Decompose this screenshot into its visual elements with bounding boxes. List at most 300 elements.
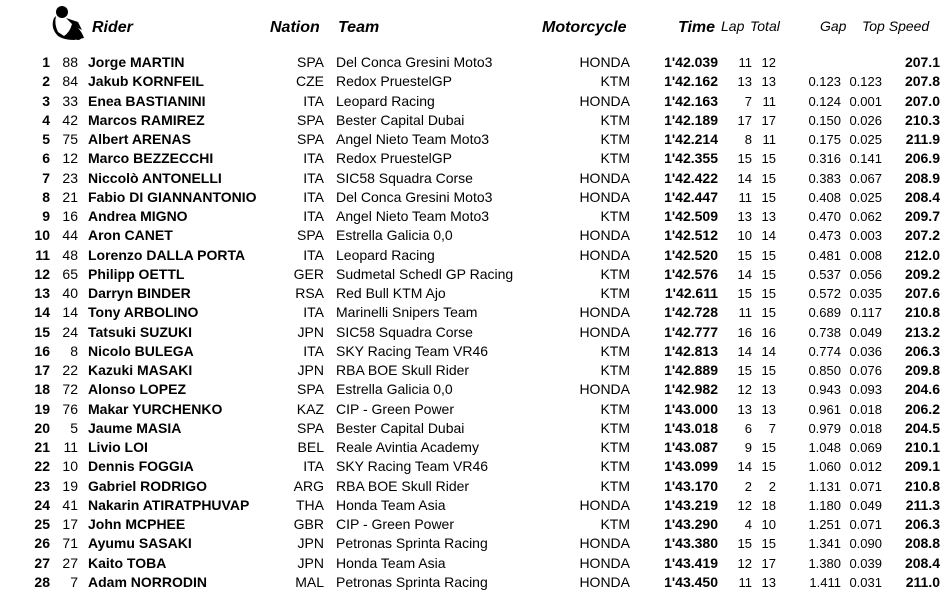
lap-time-cell: 1'42.163: [664, 92, 718, 109]
top-speed-cell: 207.6: [904, 285, 940, 301]
rider-number-cell: 16: [62, 208, 78, 224]
table-row: [0, 92, 950, 111]
table-header: [0, 0, 950, 44]
position-cell: 17: [34, 362, 50, 378]
rider-number-cell: 42: [62, 111, 78, 128]
rider-name-cell: Gabriel RODRIGO: [88, 477, 208, 494]
gap-previous-cell: 0.071: [849, 517, 882, 532]
top-speed-cell: 209.7: [904, 208, 940, 224]
top-speed-cell: 207.1: [904, 54, 940, 70]
nation-cell: MAL: [295, 573, 324, 590]
nation-cell: SPA: [297, 54, 324, 70]
team-column-header: Team: [338, 19, 380, 36]
top-speed-cell: 213.2: [904, 323, 940, 340]
gap-cell: 0.473: [808, 228, 841, 244]
lap-time-cell: 1'42.355: [664, 150, 718, 167]
total-laps-cell: 13: [761, 401, 776, 417]
lap-time-cell: 1'42.982: [664, 381, 718, 398]
total-laps-cell: 13: [761, 574, 776, 590]
motorcycle-cell: KTM: [600, 477, 630, 494]
table-row: [0, 323, 950, 342]
top-speed-cell: 210.1: [904, 439, 940, 455]
nation-cell: ITA: [303, 169, 324, 186]
gap-previous-cell: 0.117: [850, 305, 882, 321]
lap-time-cell: 1'42.509: [664, 208, 718, 224]
lap-time-cell: 1'42.611: [664, 285, 718, 301]
position-cell: 8: [42, 188, 50, 205]
top-speed-cell: 207.0: [904, 92, 940, 109]
top-speed-cell: 210.8: [904, 477, 940, 494]
time-column-header: Time: [678, 19, 716, 36]
motorcycle-cell: KTM: [600, 400, 630, 417]
gap-cell: 1.131: [808, 478, 841, 494]
best-lap-cell: 14: [737, 266, 752, 282]
team-cell: Estrella Galicia 0,0: [336, 227, 453, 244]
team-cell: Del Conca Gresini Moto3: [336, 188, 493, 205]
rider-name-cell: Tatsuki SUZUKI: [88, 323, 192, 340]
position-cell: 21: [34, 439, 50, 455]
nation-cell: ITA: [303, 246, 324, 263]
team-cell: Leopard Racing: [336, 92, 435, 109]
best-lap-cell: 15: [737, 363, 752, 378]
gap-cell: 0.150: [808, 112, 841, 128]
top-speed-cell: 211.0: [905, 573, 940, 590]
total-laps-cell: 18: [761, 497, 776, 513]
motorcycle-cell: KTM: [600, 439, 630, 455]
total-laps-cell: 15: [761, 459, 776, 475]
gap-cell: 0.124: [808, 93, 841, 109]
lap-time-cell: 1'42.576: [664, 265, 718, 282]
lap-time-cell: 1'43.170: [664, 477, 718, 494]
total-laps-cell: 14: [761, 343, 776, 359]
total-laps-cell: 13: [761, 209, 776, 224]
total-laps-cell: 17: [761, 555, 776, 571]
motorcycle-cell: HONDA: [579, 554, 630, 571]
gap-column-header: Gap: [820, 18, 847, 34]
table-row: [0, 130, 950, 149]
total-laps-cell: 15: [761, 189, 776, 205]
team-cell: CIP - Green Power: [336, 516, 455, 532]
total-laps-cell: 15: [761, 440, 776, 455]
table-row: [0, 573, 950, 592]
rider-name-cell: Alonso LOPEZ: [88, 381, 186, 398]
best-lap-cell: 4: [744, 517, 752, 532]
rider-name-cell: Marco BEZZECCHI: [88, 150, 214, 167]
gap-previous-cell: 0.035: [849, 286, 882, 301]
top-speed-cell: 206.3: [904, 342, 940, 359]
top-speed-cell: 212.0: [904, 246, 940, 263]
position-cell: 10: [34, 227, 50, 244]
gap-previous-cell: 0.018: [849, 420, 882, 436]
gap-previous-cell: 0.008: [849, 247, 882, 263]
nation-cell: ITA: [303, 304, 324, 321]
gap-previous-cell: 0.012: [849, 459, 882, 475]
gap-previous-cell: 0.141: [849, 151, 882, 167]
team-cell: Del Conca Gresini Moto3: [336, 54, 493, 70]
lap-time-cell: 1'43.419: [664, 554, 718, 571]
total-laps-cell: 11: [762, 132, 776, 147]
motorcycle-cell: KTM: [600, 362, 630, 378]
rider-number-cell: 44: [62, 227, 78, 244]
table-row: [0, 477, 950, 496]
motorcycle-cell: KTM: [600, 208, 630, 224]
top-speed-cell: 208.8: [904, 535, 940, 552]
motorcycle-cell: HONDA: [579, 573, 630, 590]
nation-cell: ITA: [303, 92, 324, 109]
gap-previous-cell: 0.076: [849, 363, 882, 378]
total-laps-cell: 15: [761, 536, 776, 552]
gap-cell: 0.572: [808, 286, 841, 301]
team-cell: SKY Racing Team VR46: [336, 458, 489, 475]
top-speed-cell: 206.2: [904, 400, 940, 417]
rider-number-cell: 76: [62, 400, 78, 417]
position-cell: 12: [34, 265, 50, 282]
total-laps-cell: 15: [761, 247, 776, 263]
motorcycle-cell: KTM: [600, 73, 630, 90]
table-row: [0, 169, 950, 188]
team-cell: Bester Capital Dubai: [336, 111, 465, 128]
rider-number-cell: 14: [62, 304, 78, 321]
gap-previous-cell: 0.003: [849, 228, 882, 244]
team-cell: SIC58 Squadra Corse: [336, 169, 473, 186]
motorcycle-cell: KTM: [600, 285, 630, 301]
best-lap-cell: 10: [737, 228, 752, 244]
gap-cell: 1.048: [808, 440, 841, 455]
position-cell: 20: [34, 419, 50, 436]
best-lap-cell: 11: [738, 55, 752, 70]
position-cell: 24: [34, 496, 50, 513]
gap-previous-cell: 0.090: [849, 536, 882, 552]
motorcycle-cell: HONDA: [579, 169, 630, 186]
position-cell: 23: [34, 477, 50, 494]
top-speed-cell: 208.9: [904, 169, 940, 186]
gap-cell: 0.481: [808, 247, 841, 263]
gap-cell: 0.943: [808, 382, 841, 398]
best-lap-cell: 11: [738, 189, 752, 205]
team-cell: Bester Capital Dubai: [336, 419, 465, 436]
rider-number-cell: 22: [62, 362, 78, 378]
best-lap-cell: 15: [737, 286, 752, 301]
motorcycle-cell: HONDA: [579, 227, 630, 244]
rider-name-cell: Philipp OETTL: [88, 265, 185, 282]
rider-number-cell: 7: [70, 573, 78, 590]
top-speed-cell: 207.8: [904, 73, 940, 90]
nation-cell: ITA: [303, 208, 324, 224]
rider-name-cell: Ayumu SASAKI: [88, 535, 192, 552]
total-laps-cell: 13: [761, 382, 776, 398]
position-cell: 25: [34, 516, 50, 532]
table-row: [0, 342, 950, 361]
rider-name-cell: Livio LOI: [88, 439, 148, 455]
lap-time-cell: 1'43.000: [664, 400, 718, 417]
gap-previous-cell: 0.039: [849, 555, 882, 571]
best-lap-cell: 11: [738, 305, 752, 321]
table-row: [0, 207, 950, 226]
gap-cell: 0.175: [808, 132, 841, 147]
nation-cell: SPA: [297, 419, 324, 436]
gap-previous-cell: 0.123: [849, 74, 882, 90]
nation-cell: ITA: [303, 342, 324, 359]
position-cell: 2: [42, 73, 50, 90]
nation-cell: ITA: [303, 458, 324, 475]
position-cell: 16: [34, 342, 50, 359]
rider-name-cell: Kazuki MASAKI: [88, 362, 193, 378]
lap-time-cell: 1'42.512: [664, 227, 718, 244]
lap-time-cell: 1'43.099: [664, 458, 718, 475]
rider-number-cell: 5: [70, 419, 78, 436]
team-cell: Reale Avintia Academy: [336, 439, 479, 455]
gap-cell: 1.180: [808, 497, 841, 513]
team-cell: RBA BOE Skull Rider: [336, 362, 470, 378]
gap-previous-cell: 0.026: [849, 112, 882, 128]
gap-previous-cell: 0.069: [849, 440, 882, 455]
gap-cell: 0.408: [808, 189, 841, 205]
position-cell: 14: [34, 304, 50, 321]
nation-cell: GER: [293, 265, 324, 282]
lap-time-cell: 1'42.189: [664, 111, 718, 128]
gap-cell: 0.123: [808, 74, 841, 90]
gap-cell: 0.774: [808, 343, 841, 359]
motorcycle-rider-icon: [48, 2, 88, 42]
team-cell: SIC58 Squadra Corse: [336, 323, 473, 340]
nation-cell: SPA: [297, 111, 324, 128]
nation-cell: ITA: [303, 150, 324, 167]
top-speed-cell: 211.9: [905, 131, 940, 147]
top-speed-cell: 207.2: [904, 227, 940, 244]
gap-previous-cell: 0.031: [849, 574, 882, 590]
nation-cell: ARG: [293, 477, 324, 494]
rider-name-cell: Lorenzo DALLA PORTA: [88, 246, 246, 263]
top-speed-cell: 208.4: [904, 188, 940, 205]
table-row: [0, 265, 950, 284]
table-row: [0, 226, 950, 245]
motorcycle-cell: KTM: [600, 516, 630, 532]
motorcycle-cell: KTM: [600, 111, 630, 128]
best-lap-cell: 12: [737, 382, 752, 398]
gap-previous-cell: 0.049: [849, 497, 882, 513]
top-speed-cell: 206.9: [904, 150, 940, 167]
motorcycle-cell: HONDA: [579, 535, 630, 552]
gap-cell: 1.380: [808, 555, 841, 571]
rider-number-cell: 12: [62, 150, 78, 167]
position-cell: 19: [34, 400, 50, 417]
rider-number-cell: 33: [62, 92, 78, 109]
top-speed-cell: 209.8: [904, 362, 940, 378]
rider-name-cell: Tony ARBOLINO: [88, 304, 199, 321]
lap-time-cell: 1'42.162: [664, 73, 718, 90]
rider-name-cell: Makar YURCHENKO: [88, 400, 223, 417]
best-lap-cell: 14: [737, 343, 752, 359]
motorcycle-cell: KTM: [600, 265, 630, 282]
table-row: [0, 400, 950, 419]
rider-number-cell: 19: [62, 477, 78, 494]
nation-cell: BEL: [297, 439, 324, 455]
total-laps-cell: 15: [761, 305, 776, 321]
total-column-header: Total: [750, 18, 780, 34]
motorcycle-cell: KTM: [600, 458, 630, 475]
rider-number-cell: 48: [62, 246, 78, 263]
best-lap-cell: 15: [737, 151, 752, 167]
rider-name-cell: Adam NORRODIN: [88, 573, 208, 590]
rider-name-cell: Andrea MIGNO: [88, 208, 188, 224]
motorcycle-cell: KTM: [600, 419, 630, 436]
gap-previous-cell: 0.025: [849, 132, 882, 147]
gap-previous-cell: 0.049: [849, 324, 882, 340]
top-speed-cell: 204.6: [904, 381, 940, 398]
motorcycle-cell: HONDA: [579, 54, 630, 70]
total-laps-cell: 14: [761, 228, 776, 244]
lap-time-cell: 1'43.380: [664, 535, 718, 552]
total-laps-cell: 11: [762, 93, 776, 109]
lap-time-cell: 1'42.422: [664, 169, 718, 186]
table-row: [0, 457, 950, 476]
top-speed-cell: 204.5: [904, 419, 940, 436]
nation-cell: KAZ: [296, 400, 324, 417]
gap-previous-cell: 0.056: [849, 266, 882, 282]
table-row: [0, 515, 950, 534]
rider-number-cell: 75: [62, 131, 78, 147]
table-row: [0, 303, 950, 322]
rider-name-cell: Nicolo BULEGA: [88, 342, 194, 359]
position-cell: 15: [34, 323, 50, 340]
rider-name-cell: Enea BASTIANINI: [88, 92, 206, 109]
rider-name-cell: Jakub KORNFEIL: [88, 73, 204, 90]
position-cell: 11: [35, 246, 50, 263]
rider-number-cell: 72: [62, 381, 78, 398]
table-row: [0, 188, 950, 207]
table-row: [0, 284, 950, 303]
lap-time-cell: 1'42.777: [664, 323, 718, 340]
gap-cell: 1.251: [808, 517, 841, 532]
gap-cell: 0.470: [808, 209, 841, 224]
best-lap-cell: 11: [738, 574, 752, 590]
rider-number-cell: 17: [62, 516, 78, 532]
top-speed-cell: 208.4: [904, 554, 940, 571]
gap-previous-cell: 0.025: [849, 189, 882, 205]
team-cell: Redox PruestelGP: [336, 150, 452, 167]
table-row: [0, 419, 950, 438]
best-lap-cell: 2: [744, 478, 752, 494]
position-cell: 5: [42, 131, 50, 147]
motorcycle-cell: KTM: [600, 131, 630, 147]
position-cell: 22: [34, 458, 50, 475]
total-laps-cell: 15: [761, 286, 776, 301]
lap-column-header: Lap: [721, 18, 745, 34]
lap-time-cell: 1'42.039: [664, 54, 718, 70]
team-cell: CIP - Green Power: [336, 400, 455, 417]
team-cell: Petronas Sprinta Racing: [336, 573, 488, 590]
nation-cell: GBR: [293, 516, 324, 532]
lap-time-cell: 1'43.087: [664, 439, 718, 455]
team-cell: RBA BOE Skull Rider: [336, 477, 470, 494]
total-laps-cell: 16: [761, 324, 776, 340]
total-laps-cell: 17: [761, 112, 776, 128]
best-lap-cell: 9: [744, 440, 752, 455]
team-cell: Sudmetal Schedl GP Racing: [336, 265, 514, 282]
position-cell: 13: [34, 285, 50, 301]
table-row: [0, 149, 950, 168]
table-row: [0, 380, 950, 399]
nation-cell: CZE: [296, 73, 324, 90]
nation-cell: RSA: [295, 285, 324, 301]
motorcycle-cell: HONDA: [579, 323, 630, 340]
rider-number-cell: 24: [62, 323, 78, 340]
top-speed-cell: 211.3: [905, 496, 940, 513]
best-lap-cell: 16: [737, 324, 752, 340]
table-row: [0, 438, 950, 457]
rider-number-cell: 65: [62, 265, 78, 282]
top-speed-cell: 210.8: [904, 304, 940, 321]
team-cell: SKY Racing Team VR46: [336, 342, 489, 359]
table-row: [0, 246, 950, 265]
rider-number-cell: 88: [62, 54, 78, 70]
table-row: [0, 496, 950, 515]
rider-number-cell: 71: [62, 535, 78, 552]
gap-cell: 0.689: [808, 305, 841, 321]
nation-cell: JPN: [297, 362, 324, 378]
rider-column-header: Rider: [92, 19, 133, 36]
total-laps-cell: 15: [761, 151, 776, 167]
position-cell: 27: [34, 554, 50, 571]
motorcycle-column-header: Motorcycle: [542, 19, 627, 36]
motorcycle-cell: HONDA: [579, 92, 630, 109]
rider-name-cell: Kaito TOBA: [88, 554, 167, 571]
position-cell: 7: [42, 169, 50, 186]
nation-cell: ITA: [303, 188, 324, 205]
best-lap-cell: 15: [737, 247, 752, 263]
position-cell: 26: [34, 535, 50, 552]
total-laps-cell: 15: [761, 170, 776, 186]
top-speed-column-header: Top Speed: [862, 18, 930, 34]
position-cell: 18: [34, 381, 50, 398]
motorcycle-cell: HONDA: [579, 246, 630, 263]
rider-name-cell: Jorge MARTIN: [88, 54, 185, 70]
total-laps-cell: 15: [761, 363, 776, 378]
rider-name-cell: John MCPHEE: [88, 516, 186, 532]
best-lap-cell: 13: [737, 74, 752, 90]
rider-name-cell: Marcos RAMIREZ: [88, 111, 205, 128]
rider-number-cell: 41: [62, 496, 78, 513]
nation-cell: SPA: [297, 227, 324, 244]
rider-number-cell: 27: [62, 554, 78, 571]
position-cell: 28: [34, 573, 50, 590]
lap-time-cell: 1'42.447: [664, 188, 718, 205]
top-speed-cell: 209.1: [904, 458, 940, 475]
motorcycle-cell: HONDA: [579, 304, 630, 321]
best-lap-cell: 17: [737, 112, 752, 128]
rider-name-cell: Aron CANET: [88, 227, 173, 244]
rider-name-cell: Dennis FOGGIA: [88, 458, 194, 475]
rider-name-cell: Nakarin ATIRATPHUVAP: [88, 496, 250, 513]
position-cell: 4: [42, 111, 50, 128]
lap-time-cell: 1'43.018: [664, 419, 718, 436]
gap-previous-cell: 0.001: [849, 93, 882, 109]
team-cell: Marinelli Snipers Team: [336, 304, 478, 321]
gap-cell: 0.850: [808, 363, 841, 378]
gap-previous-cell: 0.018: [849, 401, 882, 417]
best-lap-cell: 8: [744, 132, 752, 147]
gap-cell: 1.060: [808, 459, 841, 475]
lap-time-cell: 1'42.214: [664, 131, 718, 147]
total-laps-cell: 13: [761, 74, 776, 90]
rider-number-cell: 40: [62, 285, 78, 301]
rider-number-cell: 10: [62, 458, 78, 475]
best-lap-cell: 15: [737, 536, 752, 552]
gap-cell: 0.738: [808, 324, 841, 340]
total-laps-cell: 10: [761, 517, 776, 532]
rider-number-cell: 84: [62, 73, 78, 90]
table-row: [0, 53, 950, 72]
